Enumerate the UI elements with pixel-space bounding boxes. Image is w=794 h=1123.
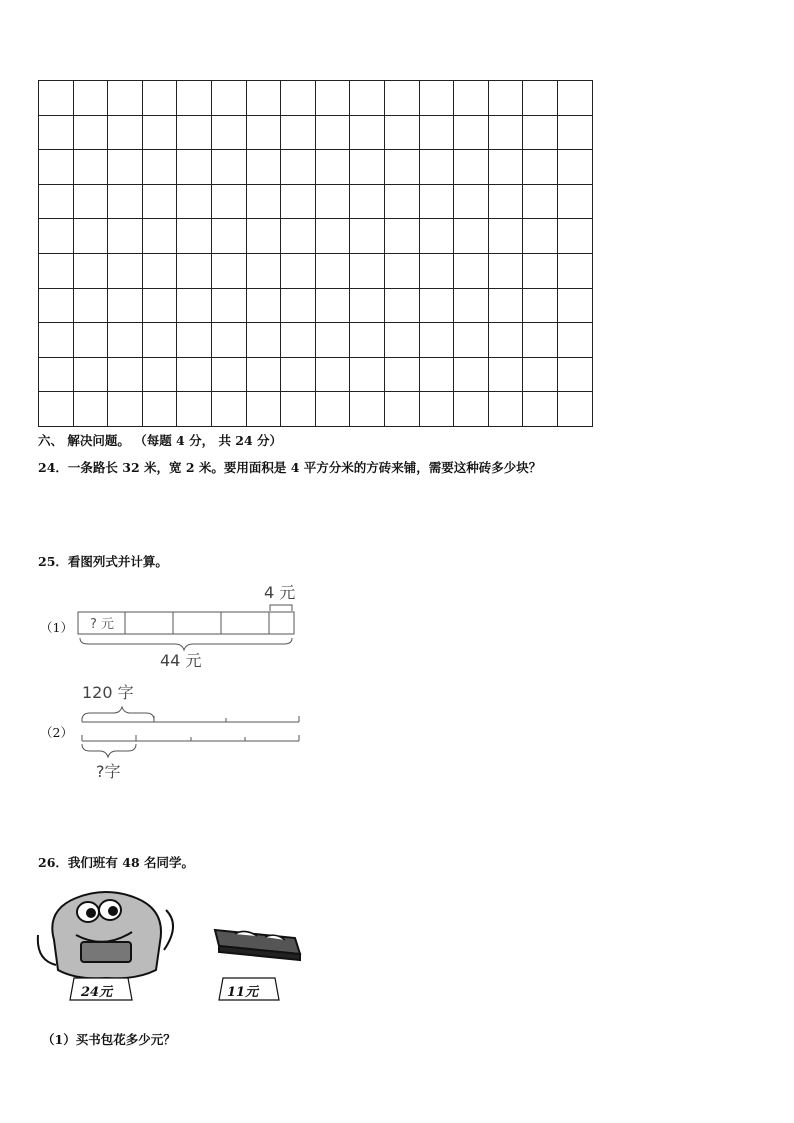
grid-cell: [39, 184, 74, 219]
grid-cell: [419, 392, 454, 427]
grid-cell: [523, 115, 558, 150]
grid-cell: [350, 219, 385, 254]
grid-cell: [177, 253, 212, 288]
grid-cell: [384, 288, 419, 323]
grid-cell: [488, 184, 523, 219]
grid-cell: [142, 184, 177, 219]
grid-cell: [557, 81, 592, 116]
grid-cell: [73, 288, 108, 323]
grid-cell: [177, 150, 212, 185]
part-1-diagram: [70, 578, 310, 673]
grid-cell: [350, 150, 385, 185]
grid-cell: [454, 392, 489, 427]
grid-cell: [419, 150, 454, 185]
grid-cell: [419, 219, 454, 254]
grid-cell: [384, 150, 419, 185]
grid-cell: [315, 323, 350, 358]
grid-cell: [142, 81, 177, 116]
grid-cell: [350, 184, 385, 219]
grid-cell: [523, 357, 558, 392]
grid-cell: [73, 253, 108, 288]
grid-cell: [177, 219, 212, 254]
grid-cell: [281, 253, 316, 288]
total-price-label: 44 元: [160, 651, 202, 670]
piece-price-label: 4 元: [264, 583, 296, 602]
grid-cell: [177, 392, 212, 427]
grid-cell: [177, 81, 212, 116]
grid-cell: [142, 357, 177, 392]
grid-cell: [281, 115, 316, 150]
grid-cell: [315, 219, 350, 254]
grid-cell: [108, 288, 143, 323]
grid-cell: [315, 357, 350, 392]
grid-cell: [73, 323, 108, 358]
grid-cell: [108, 219, 143, 254]
grid-cell: [39, 253, 74, 288]
grid-cell: [73, 150, 108, 185]
grid-cell: [211, 150, 246, 185]
grid-cell: [281, 392, 316, 427]
grid-cell: [211, 253, 246, 288]
grid-cell: [315, 184, 350, 219]
grid-cell: [419, 115, 454, 150]
grid-cell: [315, 115, 350, 150]
grid-cell: [281, 219, 316, 254]
grid-cell: [246, 288, 281, 323]
grid-cell: [523, 392, 558, 427]
grid-cell: [384, 392, 419, 427]
grid-cell: [557, 115, 592, 150]
grid-cell: [488, 219, 523, 254]
grid-cell: [211, 323, 246, 358]
grid-cell: [39, 392, 74, 427]
grid-cell: [39, 81, 74, 116]
grid-cell: [246, 253, 281, 288]
grid-cell: [454, 357, 489, 392]
grid-cell: [523, 81, 558, 116]
grid-cell: [557, 150, 592, 185]
grid-cell: [142, 150, 177, 185]
grid-cell: [523, 150, 558, 185]
grid-cell: [350, 115, 385, 150]
grid-cell: [419, 184, 454, 219]
grid-cell: [454, 184, 489, 219]
grid-cell: [73, 115, 108, 150]
grid-cell: [177, 184, 212, 219]
grid-cell: [108, 115, 143, 150]
grid-cell: [39, 219, 74, 254]
grid-cell: [454, 288, 489, 323]
unknown-word-label: ?字: [96, 762, 121, 781]
grid-cell: [246, 81, 281, 116]
grid-cell: [350, 253, 385, 288]
grid-cell: [142, 253, 177, 288]
grid-row: [39, 288, 593, 323]
unknown-price-label: ? 元: [90, 617, 115, 632]
grid-cell: [315, 81, 350, 116]
grid-cell: [108, 81, 143, 116]
grid-cell: [523, 253, 558, 288]
grid-cell: [246, 357, 281, 392]
top-bracket: [270, 605, 292, 611]
grid-cell: [557, 357, 592, 392]
grid-cell: [384, 184, 419, 219]
grid-cell: [211, 392, 246, 427]
grid-row: [39, 81, 593, 116]
grid-row: [39, 150, 593, 185]
grid-cell: [246, 184, 281, 219]
grid-cell: [108, 392, 143, 427]
bottom-brace: [82, 744, 136, 757]
grid-cell: [73, 392, 108, 427]
grid-cell: [246, 323, 281, 358]
grid-row: [39, 323, 593, 358]
grid-cell: [419, 357, 454, 392]
grid-cell: [350, 81, 385, 116]
grid-cell: [557, 288, 592, 323]
grid-cell: [73, 219, 108, 254]
grid-cell: [73, 357, 108, 392]
grid-cell: [246, 150, 281, 185]
grid-cell: [488, 115, 523, 150]
grid-row: [39, 357, 593, 392]
grid-cell: [523, 323, 558, 358]
grid-cell: [419, 81, 454, 116]
grid-cell: [177, 357, 212, 392]
grid-cell: [211, 288, 246, 323]
grid-cell: [39, 150, 74, 185]
grid-cell: [557, 253, 592, 288]
grid-cell: [39, 357, 74, 392]
grid-cell: [177, 288, 212, 323]
grid-cell: [488, 323, 523, 358]
question-26: 26．我们班有 48 名同学。: [38, 855, 194, 870]
grid-cell: [315, 253, 350, 288]
grid-cell: [142, 288, 177, 323]
grid-cell: [177, 323, 212, 358]
grid-cell: [108, 184, 143, 219]
grid-row: [39, 219, 593, 254]
grid-cell: [523, 184, 558, 219]
grid-cell: [454, 323, 489, 358]
grid-cell: [142, 219, 177, 254]
grid-cell: [246, 392, 281, 427]
grid-cell: [488, 81, 523, 116]
grid-cell: [281, 323, 316, 358]
grid-cell: [557, 392, 592, 427]
grid-cell: [142, 323, 177, 358]
grid-cell: [142, 392, 177, 427]
grid-cell: [142, 115, 177, 150]
grid-cell: [73, 81, 108, 116]
grid-cell: [488, 288, 523, 323]
grid-cell: [454, 81, 489, 116]
grid-cell: [246, 115, 281, 150]
grid-cell: [177, 115, 212, 150]
grid-cell: [350, 323, 385, 358]
grid-cell: [384, 81, 419, 116]
grid-cell: [384, 357, 419, 392]
grid-cell: [211, 219, 246, 254]
grid-cell: [39, 288, 74, 323]
backpack-image: [36, 880, 176, 1010]
grid-cell: [523, 219, 558, 254]
grid-cell: [281, 184, 316, 219]
question-26-sub-1: （1）买书包花多少元？: [42, 1032, 176, 1047]
grid-cell: [384, 323, 419, 358]
grid-cell: [384, 253, 419, 288]
grid-cell: [384, 219, 419, 254]
pencil-case-image: [205, 910, 315, 1010]
section-heading: 六、 解决问题。 （每题 4 分， 共 24 分）: [38, 433, 283, 448]
grid-cell: [211, 81, 246, 116]
grid-cell: [557, 323, 592, 358]
question-25: 25．看图列式并计算。: [38, 554, 168, 569]
grid-cell: [211, 115, 246, 150]
grid-cell: [315, 288, 350, 323]
grid-cell: [523, 288, 558, 323]
grid-cell: [315, 150, 350, 185]
grid-cell: [211, 184, 246, 219]
grid-cell: [350, 288, 385, 323]
grid-cell: [488, 253, 523, 288]
grid-cell: [281, 81, 316, 116]
grid-cell: [39, 323, 74, 358]
grid-cell: [557, 219, 592, 254]
grid-cell: [281, 288, 316, 323]
grid-cell: [281, 150, 316, 185]
part-2-diagram: [70, 680, 310, 785]
grid-cell: [454, 219, 489, 254]
grid-cell: [384, 115, 419, 150]
grid-cell: [419, 323, 454, 358]
grid-cell: [315, 392, 350, 427]
pencil-case-price: 11元: [227, 985, 259, 1000]
grid-cell: [454, 115, 489, 150]
grid-cell: [108, 357, 143, 392]
grid-row: [39, 115, 593, 150]
grid-cell: [557, 184, 592, 219]
part-1-label: （1）: [40, 620, 73, 635]
backpack-price: 24元: [81, 985, 113, 1000]
grid-row: [39, 253, 593, 288]
grid-cell: [73, 184, 108, 219]
grid-cell: [211, 357, 246, 392]
grid-cell: [108, 253, 143, 288]
grid-cell: [419, 253, 454, 288]
grid-row: [39, 392, 593, 427]
grid-cell: [454, 253, 489, 288]
grid-cell: [488, 392, 523, 427]
grid-cell: [454, 150, 489, 185]
grid-cell: [488, 150, 523, 185]
grid-cell: [350, 357, 385, 392]
bottom-brace: [80, 638, 292, 650]
grid-cell: [246, 219, 281, 254]
part-2-label: （2）: [40, 725, 73, 740]
grid-cell: [350, 392, 385, 427]
grid-cell: [419, 288, 454, 323]
answer-grid: [38, 80, 593, 427]
top-value-label: 120 字: [82, 683, 134, 702]
grid-cell: [108, 323, 143, 358]
grid-cell: [281, 357, 316, 392]
grid-row: [39, 184, 593, 219]
grid-cell: [108, 150, 143, 185]
question-24: 24．一条路长 32 米，宽 2 米。要用面积是 4 平方分米的方砖来铺，需要这种砖多少块？: [38, 460, 542, 475]
top-brace: [82, 707, 154, 720]
grid-cell: [39, 115, 74, 150]
grid-cell: [488, 357, 523, 392]
